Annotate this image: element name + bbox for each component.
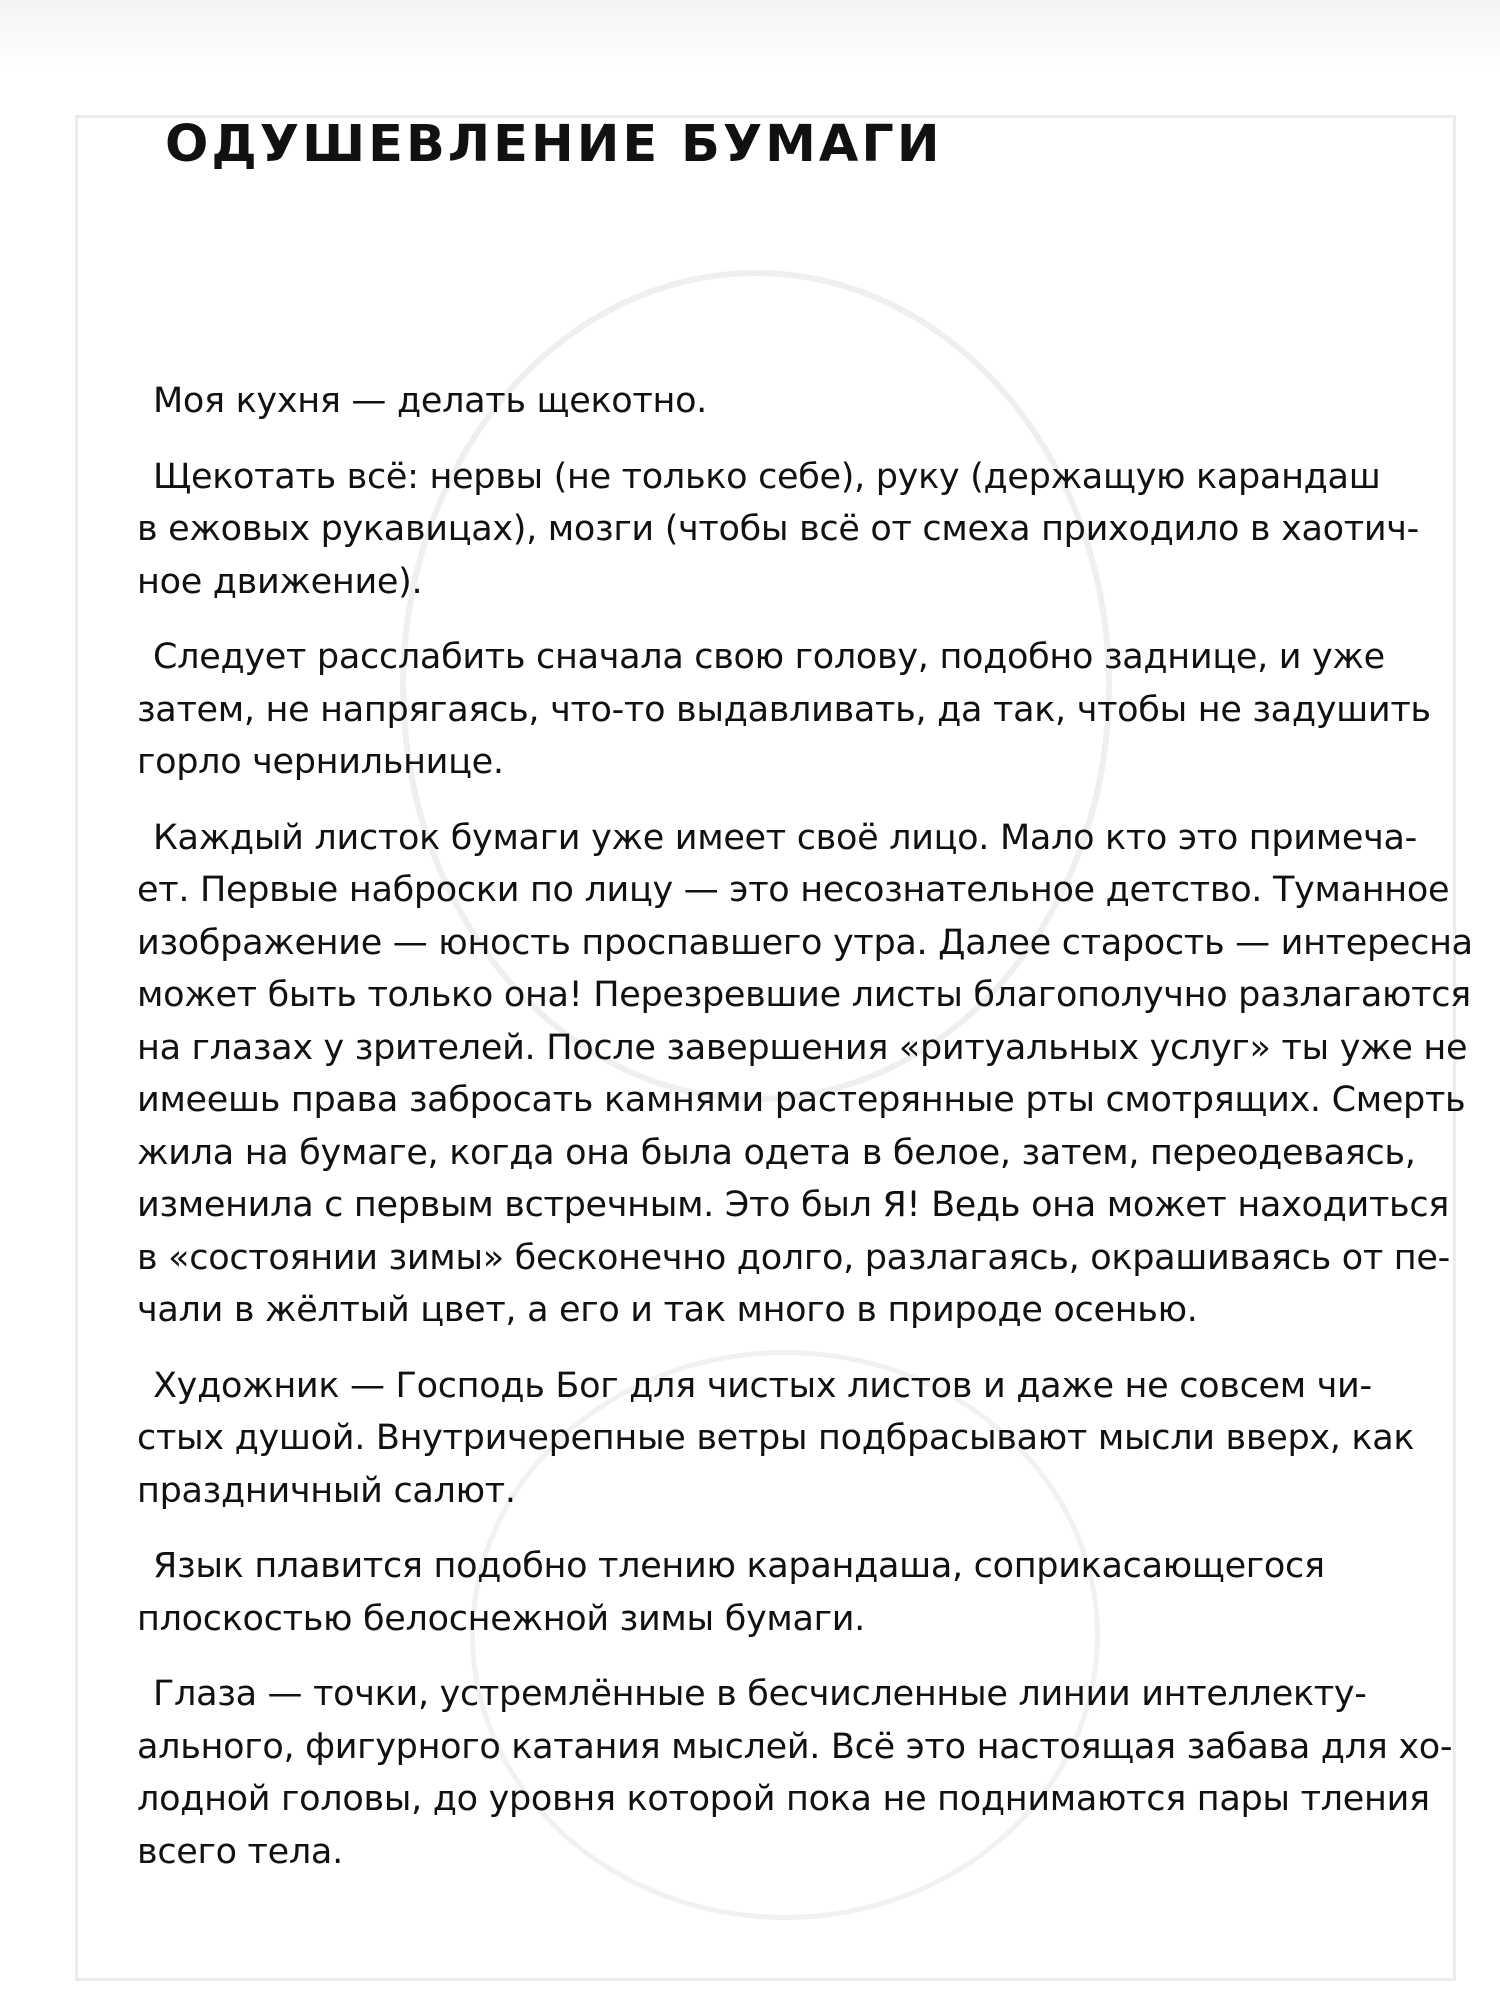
scan-edge	[0, 0, 1500, 70]
text-line: изменила с первым встречным. Это был Я! Ведь она может находиться	[137, 1185, 1450, 1225]
text-line: имеешь права забросать камнями растерянные рты смотрящих. Смерть	[137, 1080, 1466, 1120]
text-line: Щекотать всё: нервы (не только себе), руку (держащую карандаш	[153, 456, 1381, 497]
text-line: Глаза — точки, устремлённые в бесчисленные линии интеллекту-	[153, 1674, 1367, 1714]
paragraph	[137, 451, 1460, 609]
paragraph	[137, 631, 1460, 789]
body-text	[137, 375, 1473, 1878]
text-line: жила на бумаге, когда она была одета в белое, затем, переодеваясь,	[137, 1132, 1416, 1173]
text-line: ное движение).	[137, 561, 423, 602]
text-line: Каждый листок бумаги уже имеет своё лицо. Мало кто это примеча-	[153, 817, 1417, 858]
text-line: изображение — юность проспавшего утра. Далее старость — интересна	[137, 922, 1473, 963]
text-line: всего тела.	[137, 1831, 343, 1872]
text-line: плоскостью белоснежной зимы бумаги.	[137, 1598, 866, 1639]
text-line: ального, фигурного катания мыслей. Всё это настоящая забава для хо-	[137, 1726, 1453, 1767]
text-line: Язык плавится подобно тлению карандаша, соприкасающегося	[153, 1546, 1325, 1586]
text-line: может быть только она! Перезревшие листы благополучно разлагаются	[137, 975, 1471, 1015]
text-line: чали в жёлтый цвет, а его и так много в природе осенью.	[137, 1290, 1198, 1330]
text-line: в ежовых рукавицах), мозги (чтобы всё от смеха приходило в хаотич-	[137, 509, 1420, 549]
paragraph	[137, 812, 1473, 1337]
text-line: лодной головы, до уровня которой пока не поднимаются пары тления	[137, 1779, 1430, 1819]
text-line: Следует расслабить сначала свою голову, подобно заднице, и уже	[153, 637, 1385, 677]
text-line: Моя кухня — делать щекотно.	[153, 381, 708, 421]
text-line: Художник — Господь Бог для чистых листов и даже не совсем чи-	[153, 1365, 1372, 1406]
text-line: ет. Первые наброски по лицу — это несознательное детство. Туманное	[137, 870, 1450, 910]
text-line: праздничный салют.	[137, 1470, 516, 1511]
paragraph	[145, 375, 1460, 428]
paragraph	[137, 1668, 1460, 1878]
paragraph	[137, 1540, 1460, 1645]
text-line: затем, не напрягаясь, что-то выдавливать, да так, чтобы не задушить	[137, 689, 1431, 730]
text-line: стых душой. Внутричерепные ветры подбрасывают мысли вверх, как	[137, 1418, 1415, 1458]
text-line: на глазах у зрителей. После завершения «ритуальных услуг» ты уже не	[137, 1027, 1468, 1068]
document-page	[137, 110, 1473, 1901]
paragraph	[137, 1360, 1460, 1518]
text-line: горло чернильнице.	[137, 742, 504, 782]
page-title: ОДУШЕВЛЕНИЕ БУМАГИ	[165, 115, 943, 174]
text-line: в «состоянии зимы» бесконечно долго, разлагаясь, окрашиваясь от пе-	[137, 1237, 1450, 1278]
